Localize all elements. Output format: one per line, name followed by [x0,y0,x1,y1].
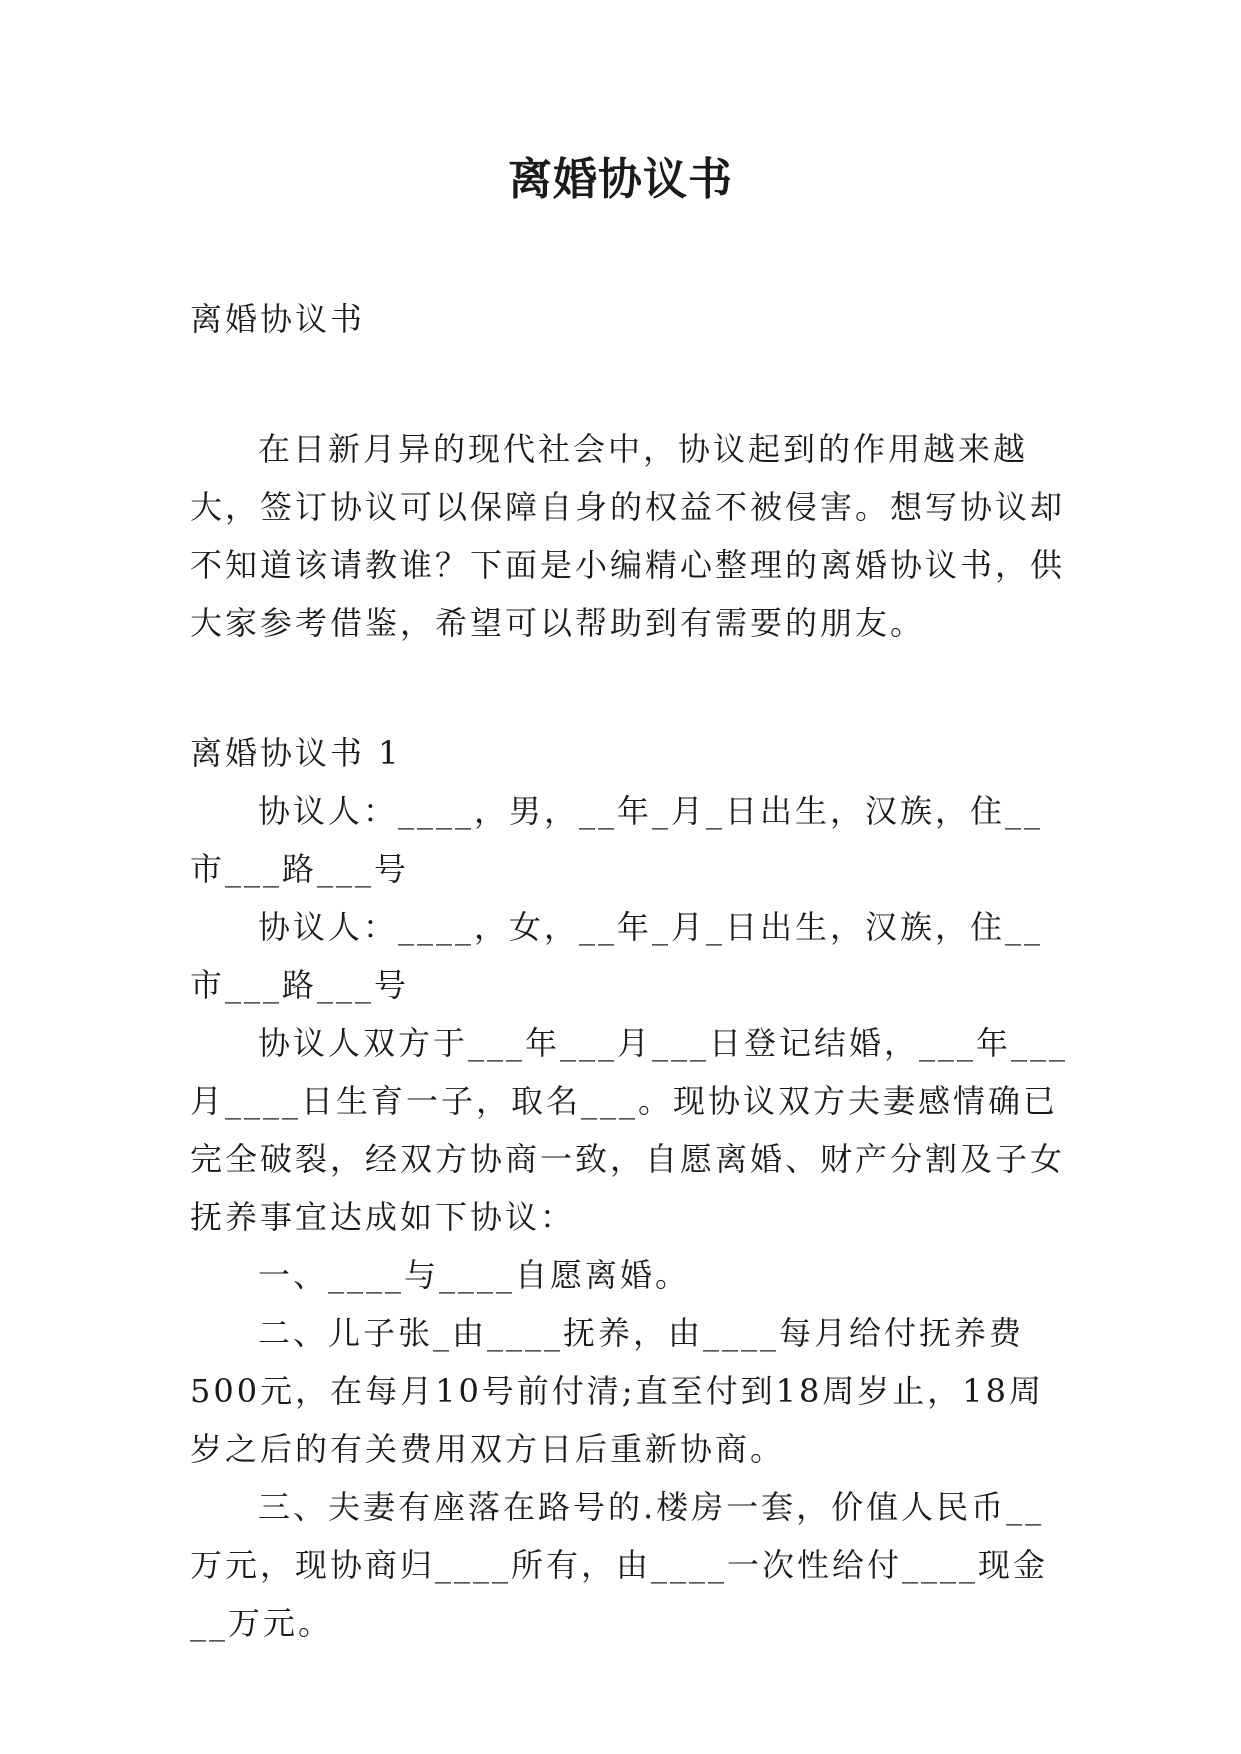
document-body [190,290,1070,1652]
clause-2-paragraph: 二、儿子张_由____抚养，由____每月给付抚养费500元，在每月10号前付清;直至付到18周岁止，18周岁之后的有关费用双方日后重新协商。 [190,1314,1045,1468]
clause-3-paragraph: 三、夫妻有座落在路号的.楼房一套，价值人民币__万元，现协商归____所有，由____一次性给付____现金__万元。 [190,1488,1049,1642]
party-female-paragraph: 协议人：____，女，__年_月_日出生，汉族，住__市___路___号 [190,908,1044,1004]
document-subtitle: 离婚协议书 [190,300,366,338]
party-male-paragraph: 协议人：____，男，__年_月_日出生，汉族，住__市___路___号 [190,792,1044,888]
spacer [190,348,1070,420]
spacer [190,652,1070,724]
marriage-statement-paragraph: 协议人双方于___年___月___日登记结婚，___年___月____日生育一子，取名___。现协议双方夫妻感情确已完全破裂，经双方协商一致，自愿离婚、财产分割及子女抚养事宜达成如下协议： [190,1024,1069,1236]
clause-1-paragraph: 一、____与____自愿离婚。 [258,1256,691,1294]
intro-paragraph: 在日新月异的现代社会中，协议起到的作用越来越大，签订协议可以保障自身的权益不被侵害。想写协议却不知道该请教谁？下面是小编精心整理的离婚协议书，供大家参考借鉴，希望可以帮助到有需要的朋友。 [190,430,1066,642]
section-heading: 离婚协议书 1 [190,734,402,772]
document-title: 离婚协议书 [508,154,733,205]
